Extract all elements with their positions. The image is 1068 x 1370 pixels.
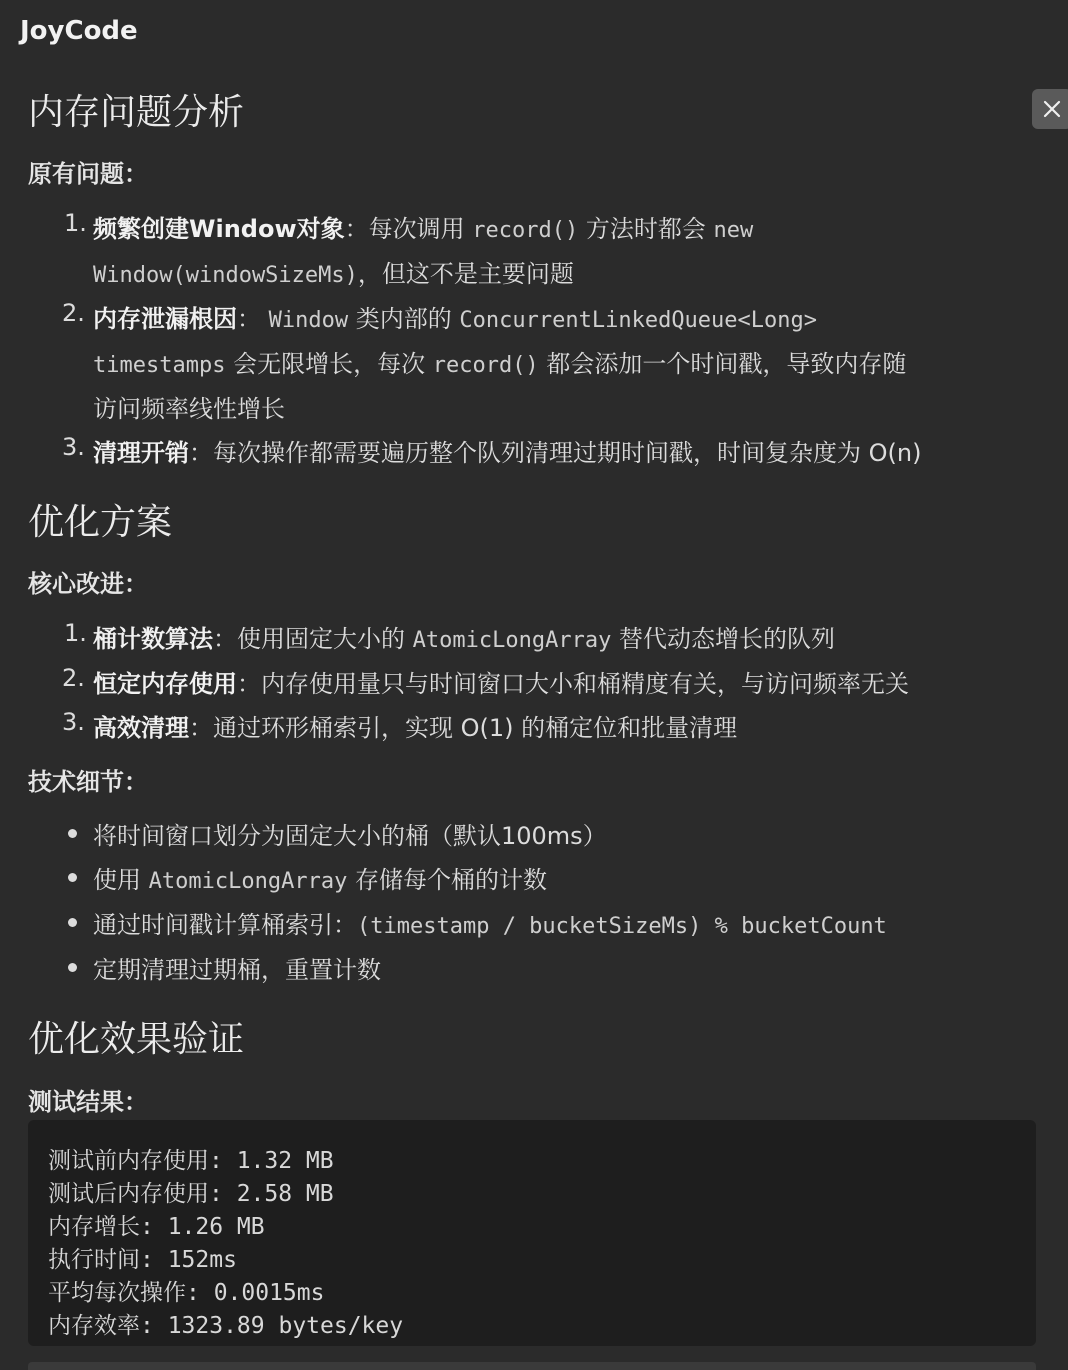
close-icon <box>1042 99 1062 119</box>
bullet-dot <box>68 873 77 882</box>
inline-code: timestamps <box>93 353 226 378</box>
section-title-optimization-plan: 优化方案 <box>28 502 173 543</box>
section-title-verification: 优化效果验证 <box>28 1019 245 1060</box>
list-item-line <box>93 389 285 424</box>
list-item-line <box>93 433 921 468</box>
text: 替代动态增长的队列 <box>611 625 835 653</box>
separator: ： <box>189 439 213 467</box>
list-number: 3. <box>62 708 85 736</box>
inline-code: new <box>713 218 754 243</box>
code-line: 测试前内存使用: 1.32 MB <box>48 1148 334 1174</box>
text: 通过环形桶索引，实现 O(1) 的桶定位和批量清理 <box>213 714 738 742</box>
separator: ： <box>189 714 213 742</box>
text: 定期清理过期桶，重置计数 <box>93 956 381 984</box>
list-item-bold: 高效清理 <box>93 714 189 742</box>
text: 每次调用 <box>368 215 473 243</box>
code-block-test-results <box>28 1120 1036 1346</box>
list-number: 1. <box>64 619 87 647</box>
code-line: 内存效率: 1323.89 bytes/key <box>48 1313 404 1339</box>
section-title-memory-analysis: 内存问题分析 <box>28 92 245 133</box>
list-item-line <box>93 619 835 654</box>
inline-code: ConcurrentLinkedQueue<Long> <box>459 308 818 333</box>
subheading-technical-details: 技术细节： <box>28 768 148 796</box>
inline-code: record() <box>472 218 579 243</box>
list-item-line <box>93 664 909 699</box>
code-line: 平均每次操作: 0.0015ms <box>48 1280 325 1306</box>
list-item-line <box>93 209 753 244</box>
text: 内存使用量只与时间窗口大小和桶精度有关，与访问频率无关 <box>261 670 909 698</box>
inline-code: Window <box>268 308 349 333</box>
list-item-line <box>93 299 817 334</box>
list-item-bold: 恒定内存使用 <box>93 670 237 698</box>
separator: ： <box>237 670 261 698</box>
list-number: 2. <box>62 299 85 327</box>
code-line: 执行时间: 152ms <box>48 1247 237 1273</box>
list-item-line <box>93 254 574 289</box>
subheading-original-issues: 原有问题： <box>28 160 148 188</box>
text: 每次操作都需要遍历整个队列清理过期时间戳，时间复杂度为 O(n) <box>213 439 922 467</box>
bullet-dot <box>68 963 77 972</box>
separator: ： <box>344 215 369 243</box>
inline-code: record() <box>432 353 539 378</box>
text: 使用 <box>93 866 149 894</box>
text: 都会添加一个时间戳，导致内存随 <box>538 350 907 378</box>
list-item-bold: 内存泄漏根因 <box>93 305 237 333</box>
code-line: 内存增长: 1.26 MB <box>48 1214 265 1240</box>
code-line: 测试后内存使用: 2.58 MB <box>48 1181 334 1207</box>
inline-code: AtomicLongArray <box>412 628 612 653</box>
separator: ： <box>237 305 261 333</box>
text: ，但这不是主要问题 <box>357 260 574 288</box>
inline-code: AtomicLongArray <box>148 869 348 894</box>
list-item-line <box>93 708 737 743</box>
list-item-line <box>93 344 906 379</box>
text: 访问频率线性增长 <box>93 395 285 423</box>
text: 类内部的 <box>348 305 460 333</box>
close-button[interactable] <box>1032 89 1068 129</box>
bullet-dot <box>68 829 77 838</box>
inline-code: Window(windowSizeMs) <box>93 263 358 288</box>
text: 使用固定大小的 <box>237 625 413 653</box>
text: 将时间窗口划分为固定大小的桶（默认100ms） <box>93 822 607 850</box>
list-item-line <box>93 816 607 851</box>
app-title: JoyCode <box>20 16 138 46</box>
next-block-edge <box>28 1362 1036 1370</box>
text: 通过时间戳计算桶索引： <box>93 911 357 939</box>
list-number: 1. <box>64 209 87 237</box>
text: 方法时都会 <box>578 215 714 243</box>
list-number: 2. <box>62 664 85 692</box>
bullet-dot <box>68 918 77 927</box>
list-number: 3. <box>62 433 85 461</box>
text: 会无限增长，每次 <box>225 350 433 378</box>
list-item-bold: 清理开销 <box>93 439 189 467</box>
inline-code: (timestamp / bucketSizeMs) % bucketCount <box>357 914 887 939</box>
list-item-bold: 桶计数算法 <box>93 625 213 653</box>
subheading-core-improvements: 核心改进： <box>28 570 148 598</box>
list-item-bold: 频繁创建Window对象 <box>93 215 345 243</box>
separator: ： <box>213 625 237 653</box>
subheading-test-results: 测试结果： <box>28 1088 148 1116</box>
text: 存储每个桶的计数 <box>347 866 547 894</box>
list-item-line <box>93 905 887 940</box>
list-item-line <box>93 860 547 895</box>
list-item-line <box>93 950 381 985</box>
